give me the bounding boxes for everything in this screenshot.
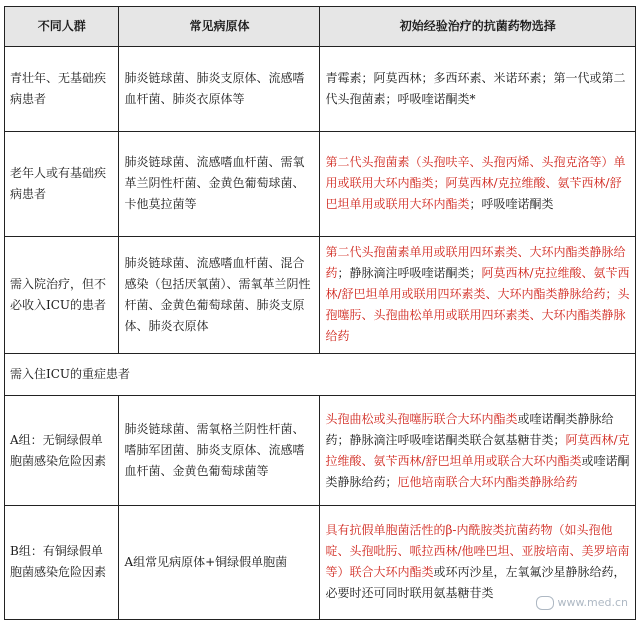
- population-cell: 老年人或有基础疾病患者: [5, 131, 119, 236]
- treatment-cell: [320, 131, 636, 236]
- watermark-text: www.med.cn: [557, 596, 628, 609]
- treatment-cell: [320, 396, 636, 506]
- treatment-cell: [320, 236, 636, 353]
- table-row: [5, 47, 636, 132]
- treatment-text-highlight: 阿莫西林/克拉维酸、氨苄西林/舒巴坦单用或联用四环素类、大环内酯类静脉给药；头孢噻肟、头孢曲松单用或联用四环素类、大环内酯类静脉给药: [325, 266, 630, 344]
- population-cell: 需入院治疗，但不必收入ICU的患者: [5, 236, 119, 353]
- treatment-cell: [320, 47, 636, 132]
- table-row: [5, 236, 636, 353]
- treatment-text: 或喹诺酮类静脉给药；: [325, 453, 630, 489]
- treatment-text-highlight: 阿莫西林/克拉维酸、氨苄西林/舒巴坦单用或联合大环内酯类: [325, 432, 630, 468]
- section-row: [5, 353, 636, 395]
- treatment-text-highlight: 头孢曲松或头孢噻肟联合大环内酯类: [325, 411, 518, 426]
- treatment-text-highlight: 具有抗假单胞菌活性的β-内酰胺类抗菌药物（如头孢他啶、头孢吡肟、哌拉西林/他唑巴坦、亚胺培南、美罗培南等）联合大环内酯类: [325, 523, 630, 580]
- treatment-text: 青霉素；阿莫西林；多西环素、米诺环素；第一代或第二代头孢菌素；呼吸喹诺酮类*: [325, 70, 626, 106]
- header-pathogens: 常见病原体: [119, 7, 320, 47]
- treatment-text-highlight: 厄他培南联合大环内酯类静脉给药: [397, 474, 578, 489]
- pathogens-cell: 肺炎链球菌、流感嗜血杆菌、需氧革兰阴性杆菌、金黄色葡萄球菌、卡他莫拉菌等: [119, 131, 320, 236]
- header-population: 不同人群: [5, 7, 119, 47]
- population-cell: B组：有铜绿假单胞菌感染危险因素: [5, 505, 119, 619]
- table-row: [5, 131, 636, 236]
- watermark-logo-icon: [536, 596, 554, 610]
- treatment-text: ；呼吸喹诺酮类: [469, 197, 554, 212]
- treatment-text-highlight: 第二代头孢菌素（头孢呋辛、头孢丙烯、头孢克洛等）单用或联用大环内酯类；阿莫西林/克拉维酸、氨苄西林/舒巴坦单用或联用大环内酯类: [325, 155, 626, 212]
- pathogens-cell: A组常见病原体+铜绿假单胞菌: [119, 505, 320, 619]
- table-body: [5, 47, 636, 620]
- header-treatment: 初始经验治疗的抗菌药物选择: [320, 7, 636, 47]
- treatment-text-highlight: 第二代头孢菌素单用或联用四环素类、大环内酯类静脉给药: [325, 245, 626, 281]
- population-cell: A组：无铜绿假单胞菌感染危险因素: [5, 396, 119, 506]
- treatment-text: ；静脉滴注呼吸喹诺酮类；: [337, 266, 482, 281]
- pathogens-cell: 肺炎链球菌、需氧格兰阴性杆菌、嗜肺军团菌、肺炎支原体、流感嗜血杆菌、金黄色葡萄球菌等: [119, 396, 320, 506]
- population-cell: 青壮年、无基础疾病患者: [5, 47, 119, 132]
- watermark: [536, 596, 628, 610]
- antibiotic-table: [4, 6, 636, 620]
- treatment-text: 或喹诺酮类静脉给药；静脉滴注呼吸喹诺酮类联合氨基糖苷类；: [325, 411, 614, 447]
- header-row: [5, 7, 636, 47]
- treatment-text: 或环丙沙星，左氧氟沙星静脉给药，必要时还可同时联用氨基糖苷类: [325, 565, 626, 601]
- pathogens-cell: 肺炎链球菌、肺炎支原体、流感嗜血杆菌、肺炎衣原体等: [119, 47, 320, 132]
- section-label: 需入住ICU的重症患者: [5, 353, 636, 395]
- pathogens-cell: 肺炎链球菌、流感嗜血杆菌、混合感染（包括厌氧菌）、需氧革兰阴性杆菌、金黄色葡萄球菌、肺炎支原体、肺炎衣原体: [119, 236, 320, 353]
- table-row: [5, 396, 636, 506]
